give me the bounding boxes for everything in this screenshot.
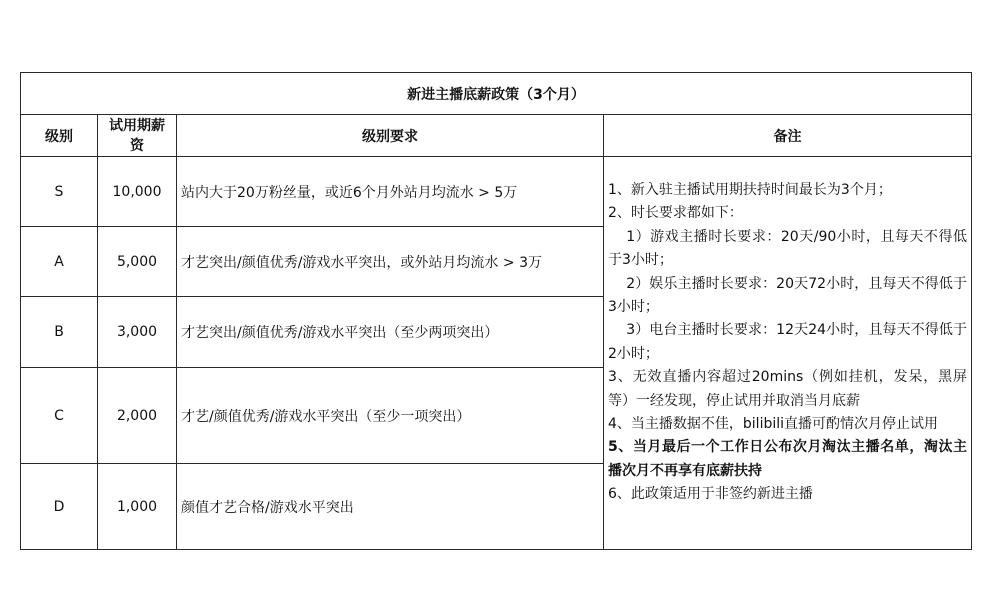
table-row xyxy=(21,157,972,227)
level-cell: S xyxy=(21,157,98,227)
header-row xyxy=(21,115,972,157)
requirement-cell: 颜值才艺合格/游戏水平突出 xyxy=(177,464,604,550)
note-line: 2、时长要求都如下： xyxy=(608,205,743,222)
header-note: 备注 xyxy=(604,115,972,157)
requirement-cell: 站内大于20万粉丝量，或近6个月外站月均流水 > 5万 xyxy=(177,157,604,227)
level-cell: C xyxy=(21,368,98,464)
salary-policy-table xyxy=(20,72,972,550)
note-line: 3）电台主播时长要求：12天24小时，且每天不得低于2小时； xyxy=(608,322,967,362)
notes-cell xyxy=(604,157,972,550)
pay-cell: 2,000 xyxy=(98,368,177,464)
level-cell: A xyxy=(21,227,98,297)
note-line: 1）游戏主播时长要求：20天/90小时，且每天不得低于3小时； xyxy=(608,228,967,269)
title-row xyxy=(21,73,972,115)
requirement-cell: 才艺/颜值优秀/游戏水平突出（至少一项突出） xyxy=(177,368,604,464)
level-cell: B xyxy=(21,297,98,368)
note-line: 6、此政策适用于非签约新进主播 xyxy=(608,486,813,503)
pay-cell: 1,000 xyxy=(98,464,177,550)
header-level: 级别 xyxy=(21,115,98,157)
note-line-bold: 5、当月最后一个工作日公布次月淘汰主播名单，淘汰主播次月不再享有底薪扶持 xyxy=(608,439,967,479)
table-title: 新进主播底薪政策（3个月） xyxy=(21,73,972,115)
pay-cell: 3,000 xyxy=(98,297,177,368)
header-pay: 试用期薪资 xyxy=(98,115,177,157)
requirement-cell: 才艺突出/颜值优秀/游戏水平突出，或外站月均流水 > 3万 xyxy=(177,227,604,297)
pay-cell: 5,000 xyxy=(98,227,177,297)
note-line: 1、新入驻主播试用期扶持时间最长为3个月； xyxy=(608,182,892,198)
level-cell: D xyxy=(21,464,98,550)
note-line: 2）娱乐主播时长要求：20天72小时，且每天不得低于3小时； xyxy=(608,275,967,316)
requirement-cell: 才艺突出/颜值优秀/游戏水平突出（至少两项突出） xyxy=(177,297,604,368)
header-requirement: 级别要求 xyxy=(177,115,604,157)
note-line: 3、无效直播内容超过20mins（例如挂机，发呆，黑屏等）一经发现，停止试用并取消当月底薪 xyxy=(608,369,967,409)
pay-cell: 10,000 xyxy=(98,157,177,227)
note-line: 4、当主播数据不佳，bilibili直播可酌情次月停止试用 xyxy=(608,416,939,433)
